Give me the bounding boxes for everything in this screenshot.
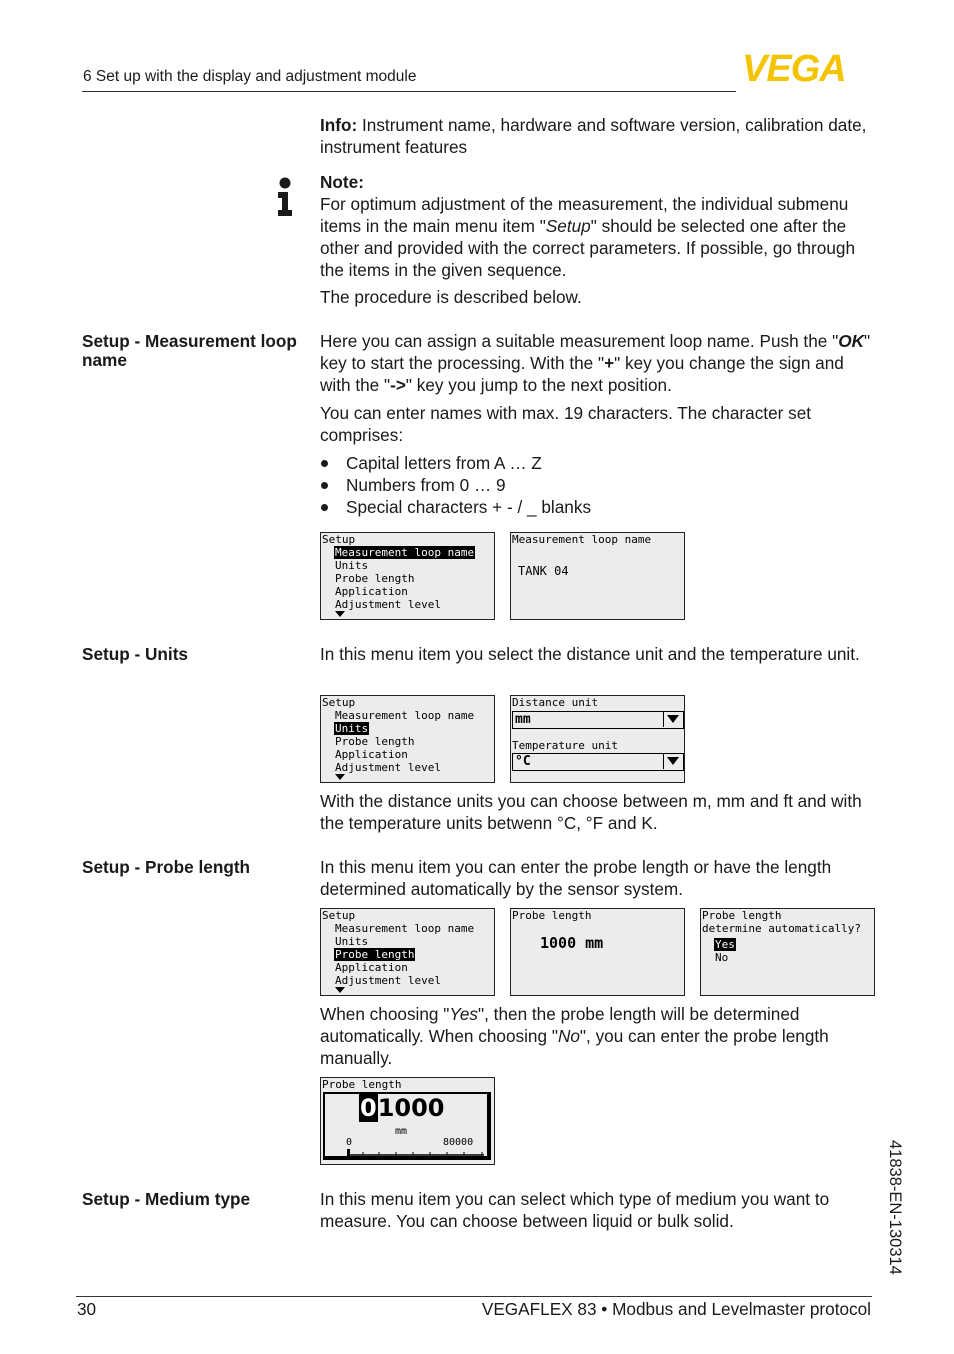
medium-paragraph: In this menu item you can select which type of medium you want to measure. You can choose between liquid or bulk solid. (320, 1189, 830, 1231)
lcd-menu-item: Adjustment level (335, 598, 441, 611)
probe-p2-yes: Yes (449, 1004, 479, 1024)
lcd-menu-item: Probe length (335, 572, 415, 585)
probe-choice-paragraph (320, 1003, 876, 1069)
info-paragraph (320, 114, 876, 158)
footer-rule (76, 1296, 872, 1297)
lcd-menu-item: Probe length (335, 735, 415, 748)
lcd-edit-unit: mm (395, 1126, 408, 1137)
lcd-menu-title: Setup (322, 696, 356, 709)
lcd-title: Probe length (512, 909, 592, 922)
probe-p2-no: No (557, 1026, 580, 1046)
charset-list (320, 452, 860, 518)
list-item: Special characters + - / _ blanks (320, 496, 860, 518)
lcd-menu-item: Application (335, 585, 408, 598)
loop-p1-c: " key you change the sign and with the " (320, 353, 844, 395)
scroll-down-icon (335, 774, 345, 780)
heading-probe-length: Setup - Probe length (82, 857, 251, 877)
note-text (320, 193, 876, 281)
loop-name-paragraph (320, 330, 876, 396)
plus-key-label: + (604, 353, 615, 373)
probe-p2-c: ", you can enter the probe length manually. (320, 1026, 829, 1068)
lcd-menu-title: Setup (322, 909, 356, 922)
loop-p1-a: Here you can assign a suitable measurement loop name. Push the " (320, 331, 839, 351)
lcd-title: Probe length (322, 1078, 402, 1091)
lcd-temp-label: Temperature unit (512, 739, 618, 752)
vega-logo (742, 52, 872, 84)
lcd-probe-length-edit (320, 1077, 495, 1165)
lcd-setup-menu-3 (320, 908, 495, 996)
footer-product: VEGAFLEX 83 • Modbus and Levelmaster protocol (481, 1299, 871, 1319)
lcd-scale-min: 0 (346, 1137, 353, 1148)
lcd-setup-menu-1 (320, 532, 495, 620)
loop-p1-b: " key to start the processing. With the " (320, 331, 871, 373)
distance-unit-dropdown[interactable] (512, 711, 684, 729)
lcd-loop-name-value: TANK 04 (518, 564, 569, 578)
temperature-unit-dropdown[interactable] (512, 753, 684, 771)
document-number: 41838-EN-130314 (886, 1140, 904, 1275)
lcd-title: Measurement loop name (512, 533, 652, 546)
heading-units: Setup - Units (82, 644, 188, 664)
info-label: Info: (320, 115, 358, 135)
lcd-menu-item-selected: Probe length (335, 948, 415, 961)
lcd-loop-name (510, 532, 685, 620)
lcd-menu-item: Units (335, 935, 369, 948)
units-paragraph: In this menu item you select the distance unit and the temperature unit. (320, 644, 860, 664)
lcd-menu-title: Setup (322, 533, 356, 546)
running-header: 6 Set up with the display and adjustment module (83, 68, 417, 85)
scroll-down-icon (335, 987, 345, 993)
lcd-menu-item: Units (335, 559, 369, 572)
lcd-menu-item-selected: Measurement loop name (335, 546, 475, 559)
loop-p1-d: " key you jump to the next position. (405, 375, 672, 395)
lcd-scale-max: 80000 (443, 1137, 474, 1148)
lcd-menu-item: Adjustment level (335, 974, 441, 987)
probe-p2-a: When choosing " (320, 1004, 450, 1024)
distance-unit-value: mm (515, 712, 531, 727)
lcd-menu-item-selected: Units (335, 722, 369, 735)
page-number: 30 (77, 1299, 97, 1319)
list-item: Capital letters from A … Z (320, 452, 860, 474)
lcd-probe-auto (700, 908, 875, 996)
lcd-option-yes: Yes (715, 938, 735, 951)
probe-paragraph: In this menu item you can enter the probe length or have the length determined automatically by the sensor system. (320, 857, 832, 899)
lcd-menu-item: Application (335, 961, 408, 974)
charset-paragraph: You can enter names with max. 19 characters. The character set comprises: (320, 403, 812, 445)
procedure-text: The procedure is described below. (320, 287, 582, 307)
scroll-down-icon (335, 611, 345, 617)
note-title: Note: (320, 172, 364, 192)
note-text-italic: Setup (545, 216, 591, 236)
lcd-title: Probe length (702, 909, 782, 922)
list-item: Numbers from 0 … 9 (320, 474, 860, 496)
units-choices-paragraph: With the distance units you can choose between m, mm and ft and with the temperature units betwenn °C, °F and K. (320, 791, 862, 833)
lcd-setup-menu-2 (320, 695, 495, 783)
lcd-probe-length-value: 1000 mm (540, 934, 604, 952)
lcd-menu-item: Measurement loop name (335, 922, 475, 935)
heading-medium-type: Setup - Medium type (82, 1189, 251, 1209)
lcd-probe-length (510, 908, 685, 996)
dropdown-arrow-icon[interactable] (663, 712, 683, 727)
lcd-edit-digits: 1000 (377, 1094, 445, 1122)
lcd-menu-item: Measurement loop name (335, 709, 475, 722)
note-text-b: " should be selected one after the other and provided with the correct parameters. If possible, go through the items in the given sequence. (320, 216, 856, 280)
note-block (320, 171, 876, 281)
probe-p2-b: ", then the probe length will be determined automatically. When choosing " (320, 1004, 800, 1046)
note-text-a: For optimum adjustment of the measurement, the individual submenu items in the main menu item " (320, 194, 849, 236)
lcd-units (510, 695, 685, 783)
lcd-menu-item: Application (335, 748, 408, 761)
lcd-edit-value (359, 1095, 445, 1121)
info-text: Instrument name, hardware and software version, calibration date, instrument features (320, 115, 867, 157)
lcd-distance-label: Distance unit (512, 696, 599, 709)
ok-key-label: OK (838, 331, 864, 351)
lcd-scale-bar (346, 1148, 486, 1158)
dropdown-arrow-icon[interactable] (663, 754, 683, 769)
lcd-edit-cursor: 0 (360, 1094, 377, 1122)
info-note-icon (275, 177, 295, 217)
lcd-option-no: No (715, 951, 729, 964)
lcd-menu-item: Adjustment level (335, 761, 441, 774)
logo-text: VEGA (742, 52, 846, 84)
temperature-unit-value: °C (515, 754, 531, 769)
arrow-key-label: -> (390, 375, 406, 395)
heading-loop-name: Setup - Measurement loop name (82, 331, 297, 370)
header-rule (82, 91, 736, 92)
lcd-question: determine automatically? (702, 922, 861, 935)
